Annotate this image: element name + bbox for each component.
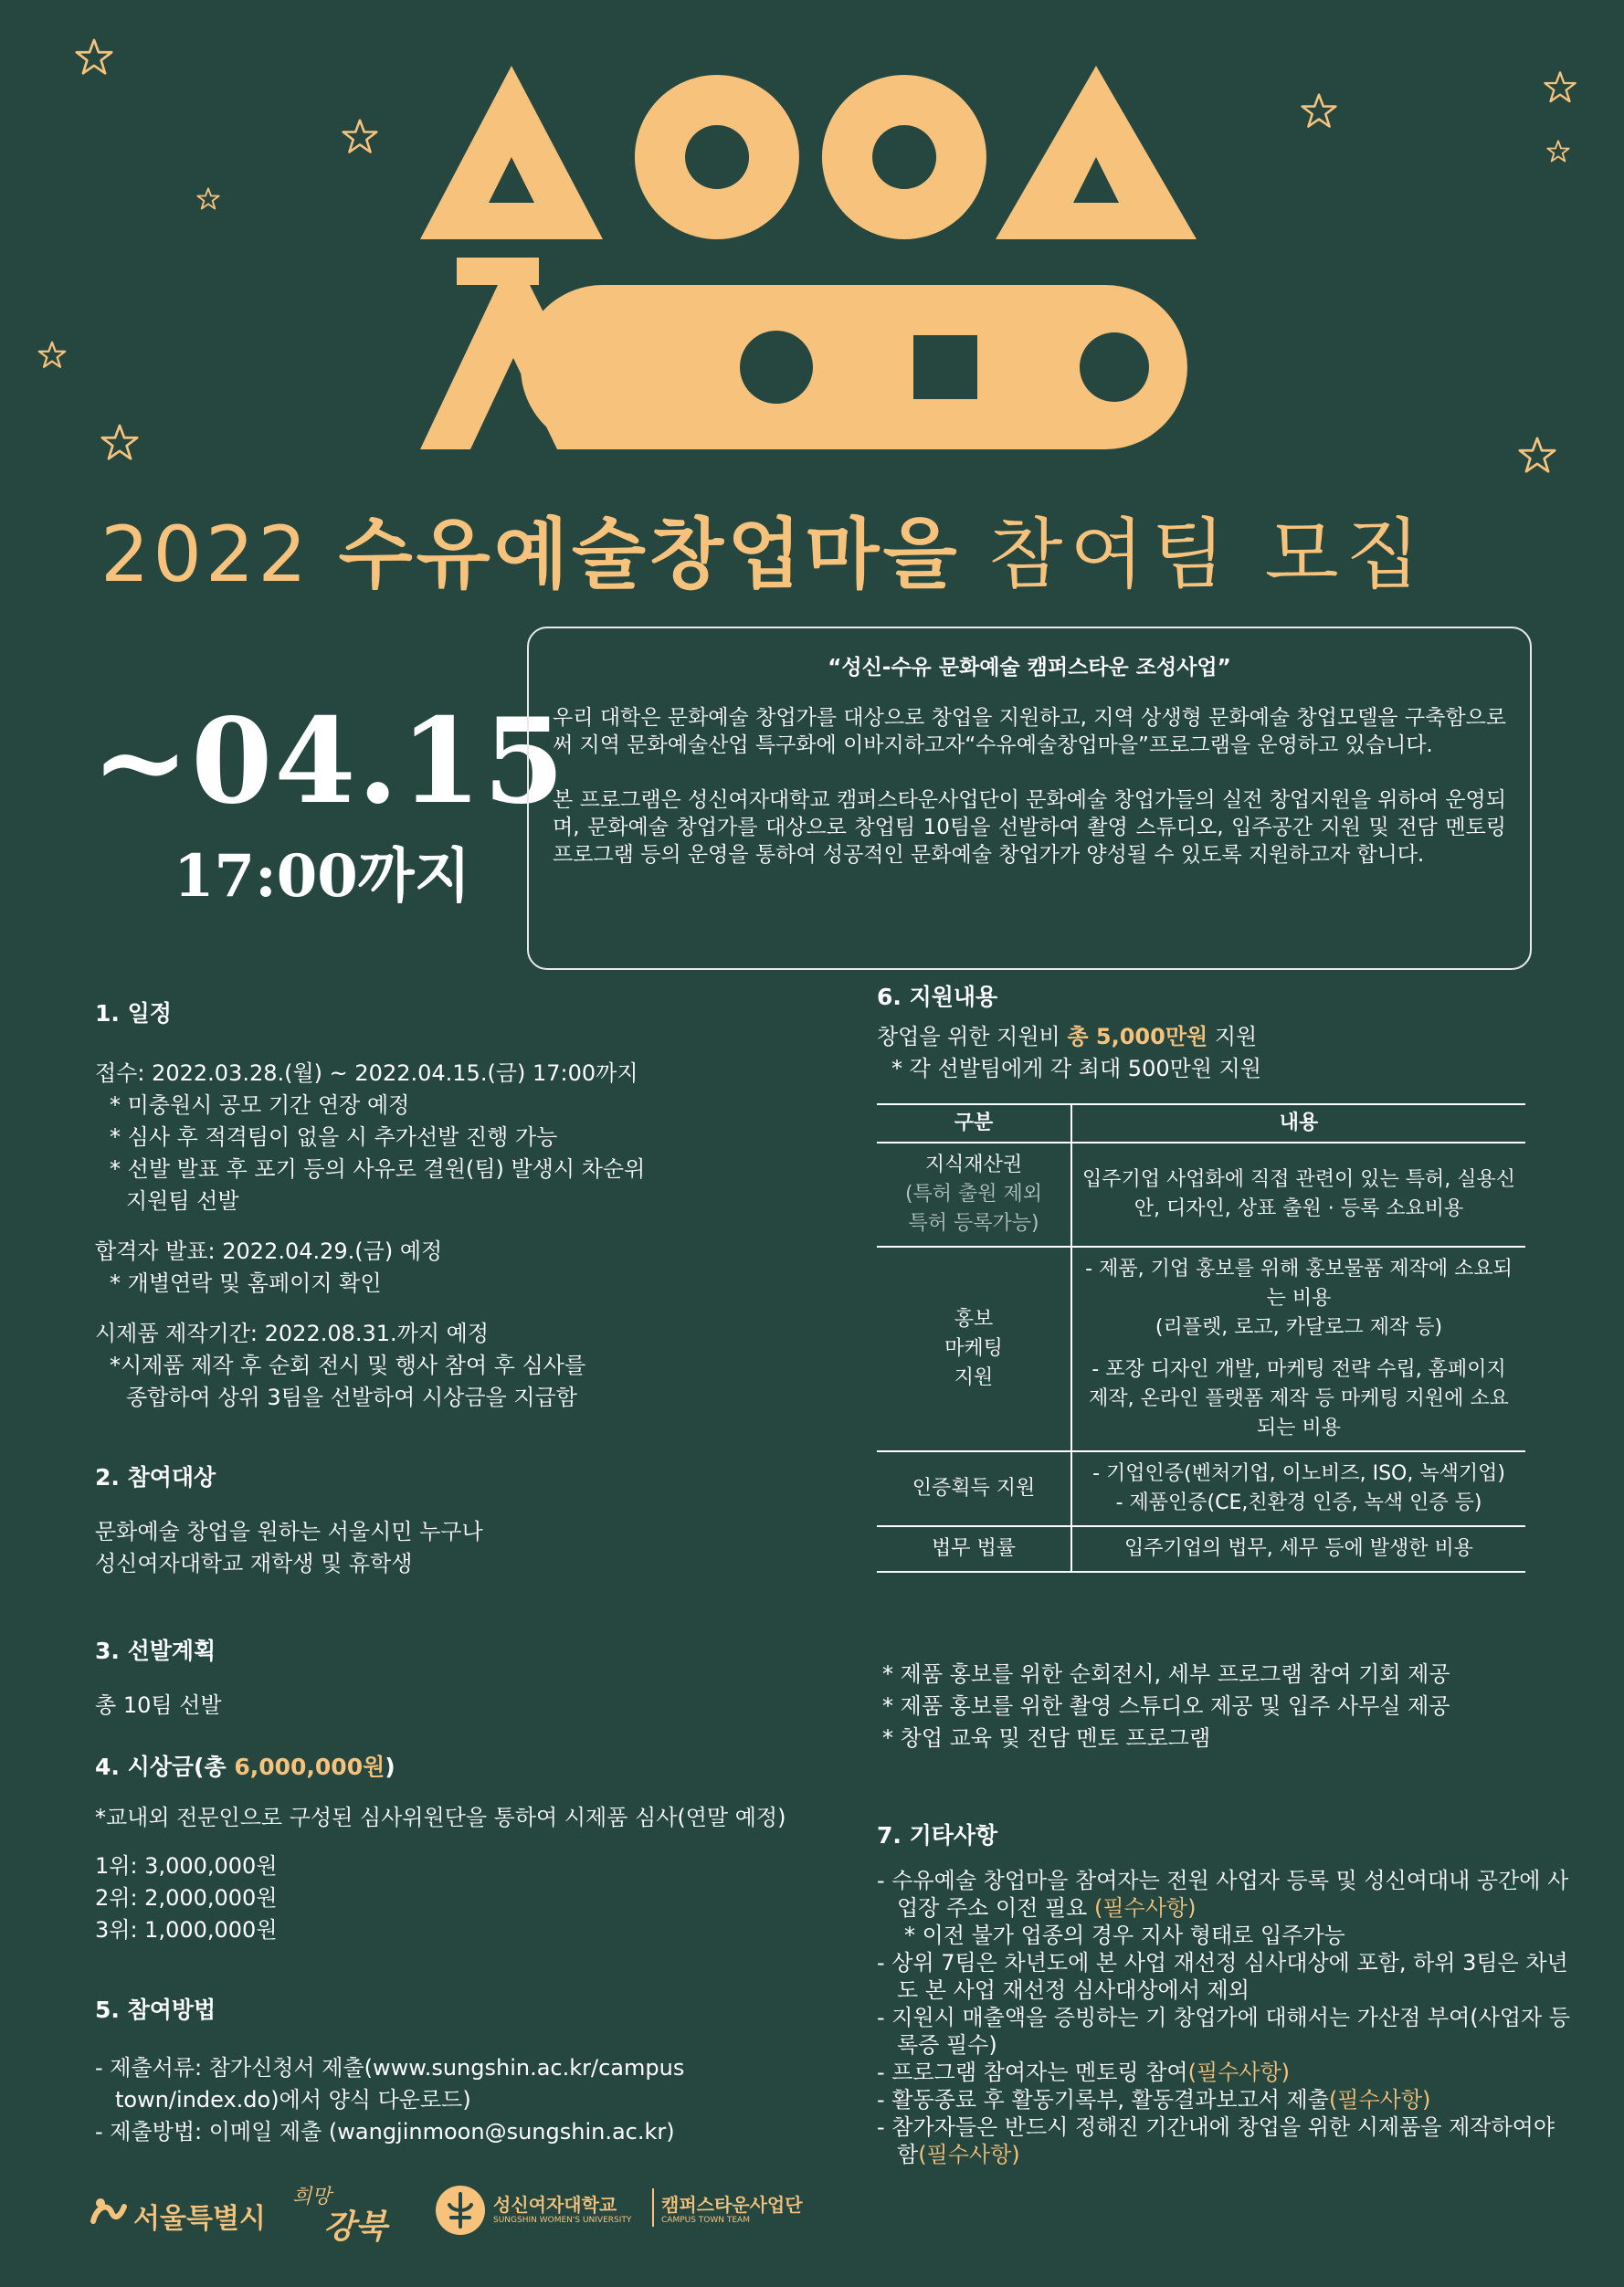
etc-item-text: - 활동종료 후 활동기록부, 활동결과보고서 제출	[877, 2087, 1329, 2113]
star-icon	[37, 340, 68, 371]
support-table	[877, 1103, 1525, 1573]
etc-item-sub: * 이전 불가 업종의 경우 지사 형태로 입주가능	[904, 1923, 1345, 1948]
logo-divider	[652, 2188, 654, 2227]
table-header-row	[877, 1104, 1525, 1143]
section-heading-etc: 7. 기타사항	[877, 1822, 998, 1849]
table-row	[877, 1247, 1525, 1451]
left-column	[95, 996, 826, 2148]
table-cell-content	[1071, 1247, 1525, 1451]
etc-item: - 지원시 매출액을 증빙하는 기 창업가에 대해서는 가산점 부여(사업자 등록증 필수)	[877, 2005, 1571, 2058]
prize-rank: 2위: 2,000,000원	[95, 1885, 278, 1911]
method-line: - 제출방법: 이메일 제출 (wangjinmoon@sungshin.ac.kr)	[95, 2119, 675, 2145]
section-heading-support: 6. 지원내용	[877, 984, 998, 1010]
cell-content-line: - 제품인증(CE,친환경 인증, 녹색 인증 등)	[1115, 1491, 1482, 1514]
etc-item-text: - 참가자들은 반드시 정해진 기간내에 창업을 위한 시제품을 제작하여야함	[877, 2114, 1555, 2167]
intro-box	[527, 627, 1532, 970]
seoul-logo-text: 서울특별시	[133, 2203, 266, 2235]
support-notes	[882, 1659, 1540, 1755]
cell-label-sub: 특허 등록가능)	[908, 1212, 1039, 1235]
section-heading-eligibility: 2. 참여대상	[95, 1464, 216, 1491]
sungshin-emblem-icon	[435, 2185, 486, 2236]
required-badge: (필수사항)	[918, 2142, 1020, 2167]
table-cell-label: 법무 법률	[877, 1526, 1071, 1572]
cell-content-line: (리플렛, 로고, 카달로그 제작 등)	[1155, 1316, 1443, 1339]
prize-note: *교내외 전문인으로 구성된 심사위원단을 통하여 시제품 심사(연말 예정)	[95, 1805, 786, 1830]
intro-paragraph: 우리 대학은 문화예술 창업가를 대상으로 창업을 지원하고, 지역 상생형 문화예술 창업모델을 구축함으로써 지역 문화예술산업 특구화에 이바지하고자“수유예술창업마을”프로그램을 운영하고 있습니다.	[553, 706, 1506, 757]
cell-label: 지원	[954, 1366, 994, 1389]
right-column-support	[877, 979, 1534, 1085]
prize-heading-pre: 4. 시상금(총	[95, 1754, 235, 1780]
etc-item	[877, 2086, 1571, 2113]
method-line: - 제출서류: 참가신청서 제출(www.sungshin.ac.kr/campus	[95, 2055, 685, 2081]
table-header: 구분	[877, 1104, 1071, 1143]
support-line-amount: 총 5,000만원	[1067, 1024, 1208, 1049]
required-badge: (필수사항)	[1187, 2060, 1291, 2085]
etc-item	[877, 2059, 1571, 2086]
table-cell-label: 인증획득 지원	[877, 1451, 1071, 1526]
title-year: 2022	[100, 510, 311, 599]
sungshin-logo-text: 성신여자대학교	[493, 2194, 617, 2216]
star-icon	[99, 422, 141, 464]
deadline-date: ~04.15	[91, 693, 567, 830]
eligibility-line: 성신여자대학교 재학생 및 휴학생	[95, 1551, 413, 1576]
schedule-note: * 개별연락 및 홈페이지 확인	[110, 1270, 382, 1296]
table-row	[877, 1526, 1525, 1572]
schedule-note: 종합하여 상위 3팀을 선발하여 시상금을 지급함	[126, 1385, 577, 1410]
star-icon	[1516, 435, 1558, 477]
star-icon	[195, 186, 221, 212]
table-cell-content: 입주기업의 법무, 세무 등에 발생한 비용	[1071, 1526, 1525, 1572]
support-note: * 각 선발팀에게 각 최대 500만원 지원	[891, 1056, 1261, 1081]
title-suffix: 참여팀 모집	[988, 510, 1428, 599]
table-cell-content: 입주기업 사업화에 직접 관련이 있는 특허, 실용신안, 디자인, 상표 출원 · 등록 소요비용	[1071, 1143, 1525, 1247]
gangbuk-logo-text: 강북	[323, 2208, 387, 2246]
campustown-logo-sub: CAMPUS TOWN TEAM	[661, 2216, 750, 2225]
deadline-time: 17:00까지	[174, 842, 471, 911]
table-cell-label	[877, 1247, 1071, 1451]
geometric-logo-graphic	[393, 57, 1215, 458]
etc-item	[877, 1867, 1571, 1922]
prize-rank: 1위: 3,000,000원	[95, 1853, 278, 1879]
page-title	[100, 493, 1525, 604]
support-note: * 창업 교육 및 전담 멘토 프로그램	[882, 1725, 1211, 1751]
method-line: town/index.do)에서 양식 다운로드)	[115, 2087, 471, 2113]
table-cell-content	[1071, 1451, 1525, 1526]
support-line-post: 지원	[1207, 1024, 1258, 1049]
cell-label-sub: (특허 출원 제외	[904, 1183, 1043, 1206]
table-row	[877, 1143, 1525, 1247]
prize-heading-post: )	[385, 1754, 395, 1780]
table-row	[877, 1451, 1525, 1526]
section-heading-prize	[95, 1749, 826, 1782]
section-heading-method: 5. 참여방법	[95, 1997, 216, 2023]
etc-section	[877, 1818, 1571, 2168]
title-name: 수유예술창업마을	[338, 510, 961, 599]
sponsor-logos	[88, 2181, 803, 2246]
star-icon	[340, 117, 380, 157]
cell-content-line: - 포장 디자인 개발, 마케팅 전략 수립, 홈페이지 제작, 온라인 플랫폼 제작 등 마케팅 지원에 소요되는 비용	[1089, 1358, 1509, 1439]
gangbuk-logo-script: 희망	[292, 2186, 332, 2208]
star-icon	[73, 37, 115, 79]
prize-rank: 3위: 1,000,000원	[95, 1917, 278, 1943]
section-heading-schedule: 1. 일정	[95, 1000, 172, 1027]
etc-item	[877, 2113, 1571, 2168]
star-icon	[1542, 69, 1578, 106]
schedule-announce: 합격자 발표: 2022.04.29.(금) 예정	[95, 1238, 443, 1264]
schedule-receipt: 접수: 2022.03.28.(월) ~ 2022.04.15.(금) 17:00까지	[95, 1060, 638, 1086]
table-cell-label	[877, 1143, 1071, 1247]
cell-label: 홍보	[954, 1308, 994, 1331]
cell-content-line: - 기업인증(벤처기업, 이노비즈, ISO, 녹색기업)	[1092, 1462, 1505, 1485]
schedule-note: * 선발 발표 후 포기 등의 사유로 결원(팀) 발생시 차순위	[110, 1156, 646, 1182]
eligibility-line: 문화예술 창업을 원하는 서울시민 누구나	[95, 1519, 483, 1544]
schedule-note: * 미충원시 공모 기간 연장 예정	[110, 1092, 410, 1118]
campustown-logo-text: 캠퍼스타운사업단	[661, 2194, 803, 2216]
seoul-logo-icon	[88, 2194, 128, 2234]
star-icon	[1545, 139, 1571, 164]
table-header: 내용	[1071, 1104, 1525, 1143]
schedule-note: *시제품 제작 후 순회 전시 및 행사 참여 후 심사를	[110, 1353, 586, 1378]
cell-label: 지식재산권	[924, 1154, 1023, 1176]
schedule-note: 지원팀 선발	[126, 1188, 239, 1214]
selection-text: 총 10팀 선발	[95, 1692, 222, 1718]
section-heading-selection: 3. 선발계획	[95, 1638, 216, 1664]
sungshin-logo-sub: SUNGSHIN WOMEN'S UNIVERSITY	[493, 2216, 632, 2225]
prize-heading-amount: 6,000,000원	[234, 1754, 385, 1780]
etc-item-text: - 수유예술 창업마을 참여자는 전원 사업자 등록 및 성신여대내 공간에 사업장 주소 이전 필요	[877, 1868, 1569, 1921]
support-line	[877, 1021, 1534, 1053]
cell-content-line: - 제품, 기업 홍보를 위해 홍보물품 제작에 소요되는 비용	[1085, 1258, 1513, 1310]
cell-label: 마케팅	[944, 1337, 1003, 1360]
support-note: * 제품 홍보를 위한 순회전시, 세부 프로그램 참여 기회 제공	[882, 1661, 1450, 1687]
support-line-pre: 창업을 위한 지원비	[877, 1024, 1068, 1049]
schedule-note: * 심사 후 적격팀이 없을 시 추가선발 진행 가능	[110, 1124, 558, 1150]
star-icon	[1299, 91, 1339, 132]
schedule-prototype: 시제품 제작기간: 2022.08.31.까지 예정	[95, 1321, 490, 1346]
support-note: * 제품 홍보를 위한 촬영 스튜디오 제공 및 입주 사무실 제공	[882, 1693, 1450, 1719]
required-badge: (필수사항)	[1328, 2087, 1431, 2113]
etc-item-text: - 프로그램 참여자는 멘토링 참여	[877, 2060, 1188, 2085]
etc-item: - 상위 7팀은 차년도에 본 사업 재선정 심사대상에 포함, 하위 3팀은 차년도 본 사업 재선정 심사대상에서 제외	[877, 1950, 1568, 2003]
required-badge: (필수사항)	[1094, 1895, 1197, 1921]
intro-heading: “성신-수유 문화예술 캠퍼스타운 조성사업”	[828, 656, 1231, 680]
intro-paragraph: 본 프로그램은 성신여자대학교 캠퍼스타운사업단이 문화예술 창업가들의 실전 창업지원을 위하여 운영되며, 문화예술 창업가를 대상으로 창업팀 10팀을 선발하여 촬영 스튜디오, 입주공간 지원 및 전담 멘토링 프로그램 등의 운영을 통하여 성공적인 문화예술 창업가가 양성될 수 있도록 지원하고자 합니다.	[553, 788, 1506, 867]
